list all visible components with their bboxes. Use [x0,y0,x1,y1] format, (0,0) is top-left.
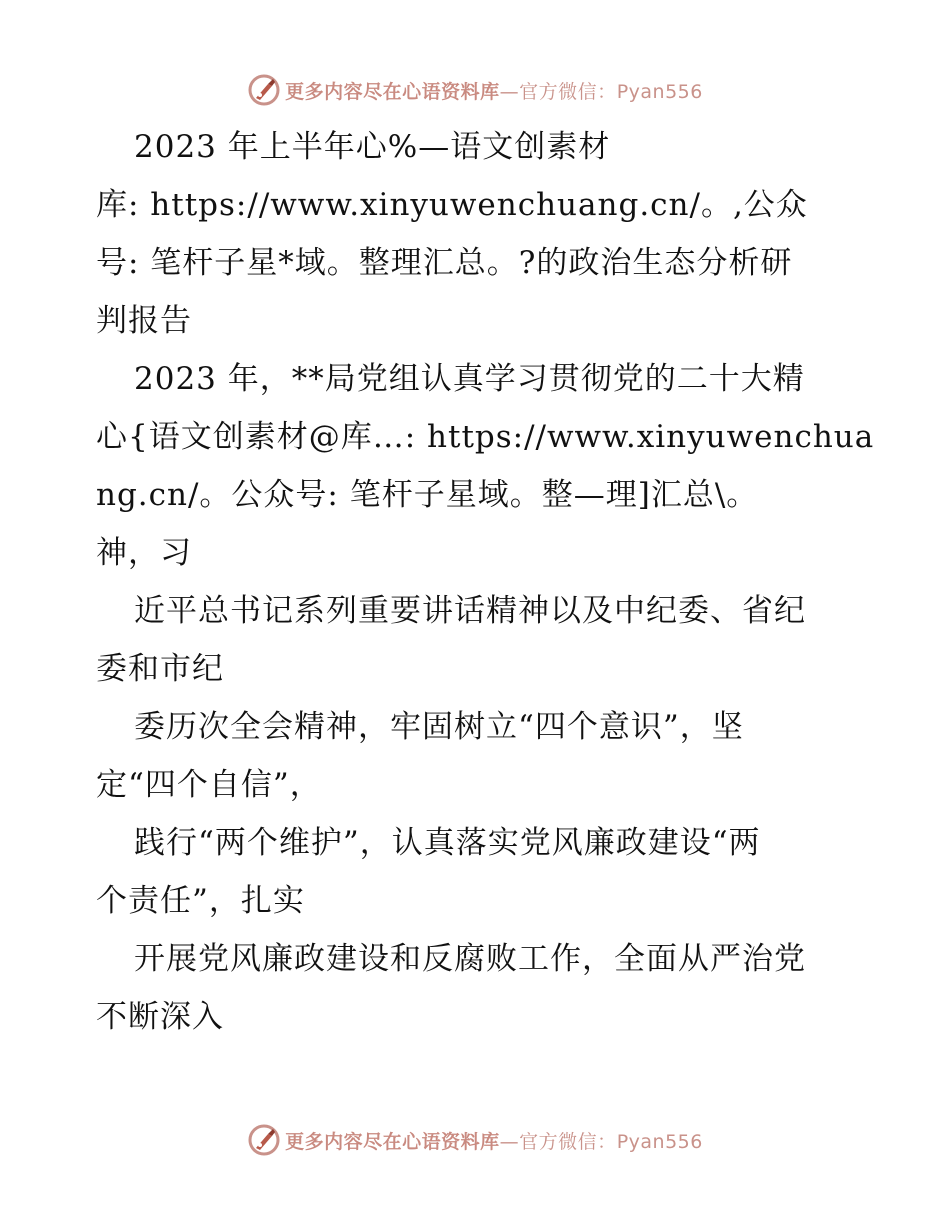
text-line: 定“四个自信”， [96,767,322,803]
watermark-text [285,77,703,104]
text-line: 判报告 [96,303,192,339]
text-line: 2023 年上半年心%—语文创素材 [134,129,611,165]
footer-watermark [0,1120,950,1160]
watermark-id: Pyan556 [616,1130,703,1153]
text-line: 委历次全会精神，牢固树立“四个意识”，坚 [134,709,744,745]
text-line: 践行“两个维护”，认真落实党风廉政建设“两 [134,825,761,861]
text-line: 号: 笔杆子星*域。整理汇总。?的政治生态分析研 [96,245,793,281]
watermark-official: 官方微信： [519,80,617,103]
watermark-text [285,1127,703,1154]
text-line: 委和市纪 [96,651,224,687]
text-line: ng.cn/。公众号: 笔杆子星域。整—理]汇总\。 [96,477,759,513]
watermark-separator: — [499,80,520,103]
text-line: 库: https://www.xinyuwenchuang.cn/。,公众 [96,187,808,223]
pen-nib-logo-icon [247,73,281,107]
text-line: 神，习 [96,535,192,571]
text-line: 开展党风廉政建设和反腐败工作，全面从严治党 [134,941,806,977]
watermark-id: Pyan556 [616,80,703,103]
document-body [96,118,875,1046]
watermark-official: 官方微信： [519,1130,617,1153]
watermark-brand: 更多内容尽在心语资料库 [285,80,500,103]
watermark-brand: 更多内容尽在心语资料库 [285,1130,500,1153]
text-line: 心{语文创素材@库…: https://www.xinyuwenchua [96,419,875,455]
text-line: 不断深入 [96,999,224,1035]
watermark-separator: — [499,1130,520,1153]
pen-nib-logo-icon [247,1123,281,1157]
text-line: 个责任”，扎实 [96,883,305,919]
text-line: 近平总书记系列重要讲话精神以及中纪委、省纪 [134,593,806,629]
text-line: 2023 年，**局党组认真学习贯彻党的二十大精 [134,361,805,397]
header-watermark [0,70,950,110]
